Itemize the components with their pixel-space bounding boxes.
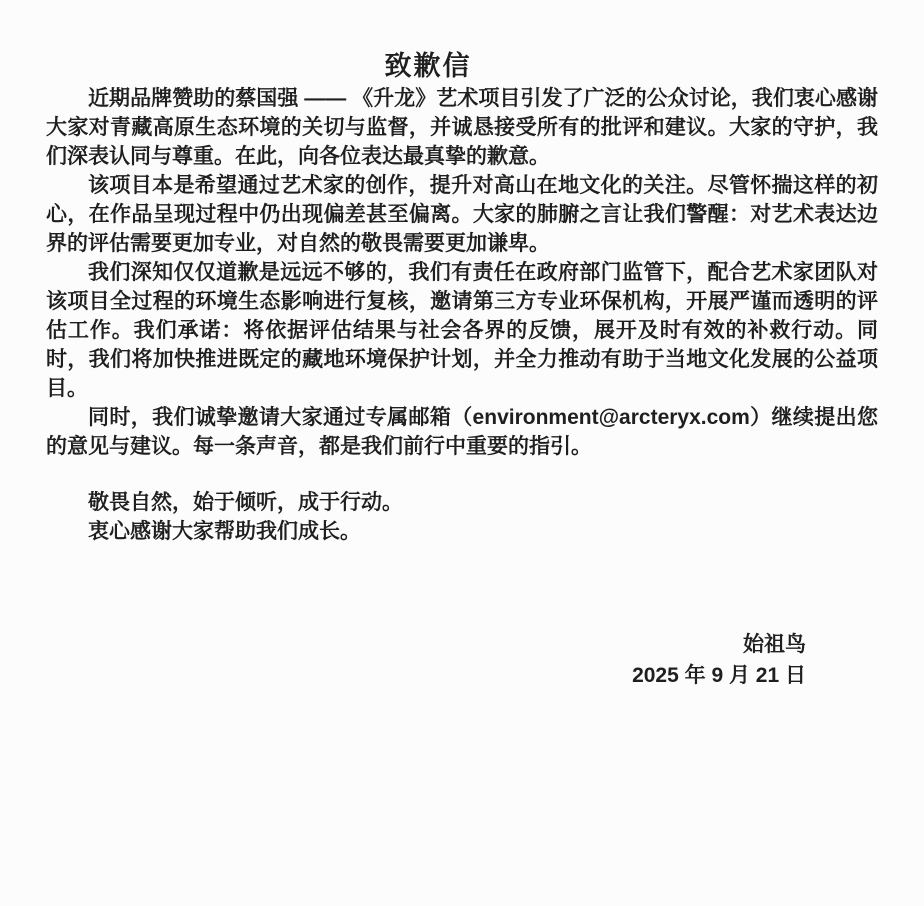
closing-line-thanks: 衷心感谢大家帮助我们成长。 xyxy=(88,520,361,543)
paragraph-project-intent: 该项目本是希望通过艺术家的创作，提升对高山在地文化的关注。尽管怀揣这样的初心，在作品呈现过程中仍出现偏差甚至偏离。大家的肺腑之言让我们警醒：对艺术表达边界的评估需要更加专业，对自然的敬畏需要更加谦卑。 xyxy=(46,174,878,255)
closing-line-motto: 敬畏自然，始于倾听，成于行动。 xyxy=(88,491,403,514)
signature-block xyxy=(46,629,878,691)
paragraph-opening-apology: 近期品牌赞助的蔡国强 —— 《升龙》艺术项目引发了广泛的公众讨论，我们衷心感谢大家对青藏高原生态环境的关切与监督，并诚恳接受所有的批评和建议。大家的守护，我们深表认同与尊重。在此，向各位表达最真挚的歉意。 xyxy=(46,87,878,168)
signature-date: 2025 年 9 月 21 日 xyxy=(632,664,806,687)
signature-brand-name: 始祖鸟 xyxy=(743,633,806,656)
paragraph-feedback-email: 同时，我们诚挚邀请大家通过专属邮箱（environment@arcteryx.com）继续提出您的意见与建议。每一条声音，都是我们前行中重要的指引。 xyxy=(46,406,878,458)
document-title: 致歉信 xyxy=(384,51,472,81)
closing-block xyxy=(46,488,878,546)
paragraph-remediation-commitment: 我们深知仅仅道歉是远远不够的，我们有责任在政府部门监管下，配合艺术家团队对该项目全过程的环境生态影响进行复核，邀请第三方专业环保机构，开展严谨而透明的评估工作。我们承诺：将依据评估结果与社会各界的反馈，展开及时有效的补救行动。同时，我们将加快推进既定的藏地环境保护计划，并全力推动有助于当地文化发展的公益项目。 xyxy=(46,261,878,400)
